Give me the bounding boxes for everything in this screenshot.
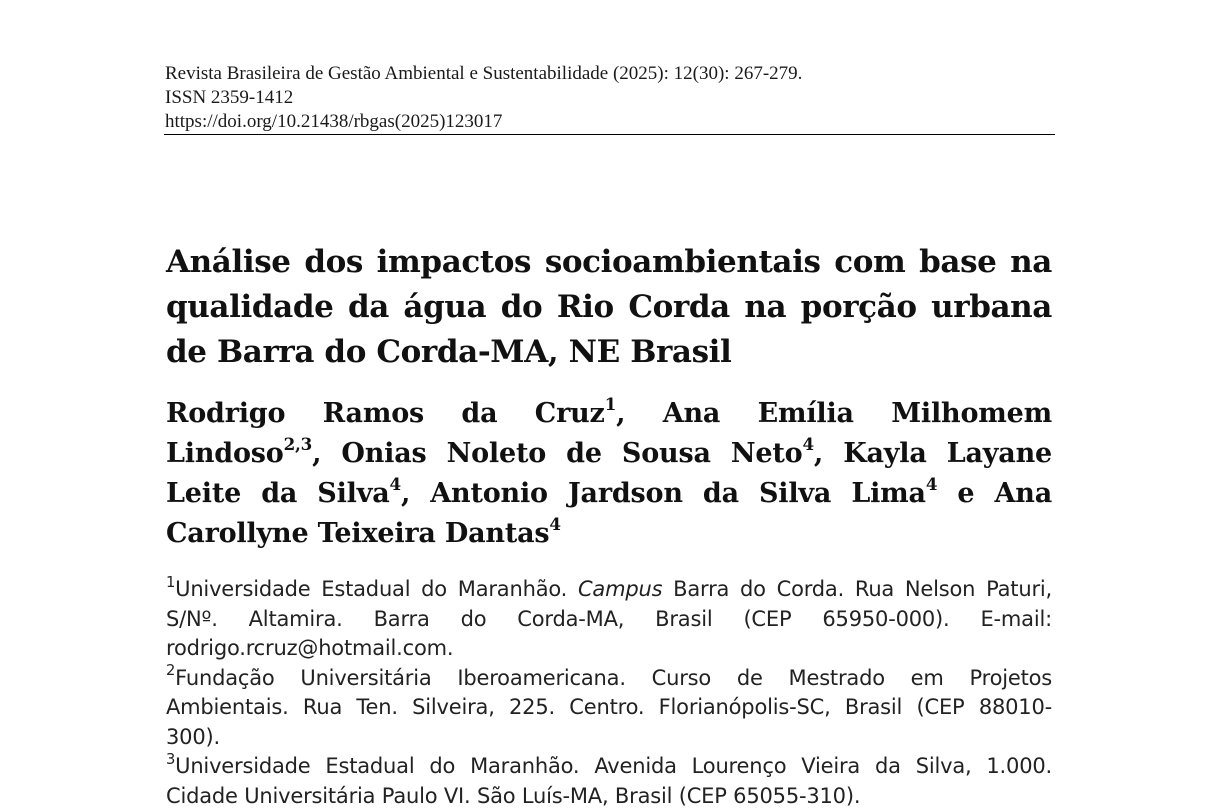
journal-citation: Revista Brasileira de Gestão Ambiental e Sustentabilidade (2025): 12(30): 267-279. [165,62,1055,86]
author-affiliation-mark: 4 [926,474,937,494]
affiliation-text: Fundação Universitária Iberoamericana. Curso de Mestrado em Projetos [175,666,1052,690]
affiliation-line: Cidade Universitária Paulo VI. São Luís-MA, Brasil (CEP 65055-310). [166,782,1052,811]
affiliation-line [166,752,1052,782]
header-divider [164,134,1055,135]
author-line [166,514,1052,554]
author-name: , Ana Emília Milhomem [616,398,1052,429]
author-affiliation-mark: 2,3 [284,434,313,454]
journal-issn: ISSN 2359-1412 [165,86,1055,110]
author-name: , Onias Noleto de Sousa Neto [312,438,802,469]
affiliation-text: Universidade Estadual do Maranhão. Avenida Lourenço Vieira da Silva, 1.000. [175,754,1052,778]
author-affiliation-mark: 4 [549,514,560,534]
affiliation-line [166,575,1052,605]
journal-header [165,62,1055,134]
affiliations [166,575,1052,811]
author-affiliation-mark: 4 [802,434,813,454]
author-line [166,394,1052,434]
affiliation-line: 300). [166,723,1052,753]
affiliation-mark: 3 [166,751,175,768]
affiliation-text-italic: Campus [578,577,662,601]
title-line: qualidade da água do Rio Corda na porção urbana [166,285,1052,330]
affiliation-line [166,664,1052,694]
affiliation-text: Barra do Corda. Rua Nelson Paturi, [662,577,1052,601]
affiliation-text: Universidade Estadual do Maranhão. [175,577,578,601]
affiliation-2 [166,664,1052,753]
author-affiliation-mark: 1 [605,394,616,414]
affiliation-1 [166,575,1052,664]
author-name: , Antonio Jardson da Silva Lima [401,478,926,509]
author-line [166,474,1052,514]
affiliation-line: S/Nº. Altamira. Barra do Corda-MA, Brasil (CEP 65950-000). E-mail: [166,605,1052,635]
author-name: Carollyne Teixeira Dantas [166,518,549,549]
affiliation-mark: 1 [166,574,175,591]
journal-doi-link[interactable]: https://doi.org/10.21438/rbgas(2025)123017 [165,110,1055,134]
title-line: de Barra do Corda-MA, NE Brasil [166,330,1052,375]
author-line [166,434,1052,474]
title-line: Análise dos impactos socioambientais com base na [166,240,1052,285]
author-list [166,394,1052,554]
affiliation-3 [166,752,1052,811]
author-affiliation-mark: 4 [390,474,401,494]
paper-title [166,240,1052,375]
affiliation-mark: 2 [166,662,175,679]
affiliation-line: Ambientais. Rua Ten. Silveira, 225. Centro. Florianópolis-SC, Brasil (CEP 88010- [166,693,1052,723]
author-name: , Kayla Layane [814,438,1052,469]
author-name: Rodrigo Ramos da Cruz [166,398,605,429]
author-name: Lindoso [166,438,284,469]
author-name: Leite da Silva [166,478,390,509]
affiliation-email-link[interactable]: rodrigo.rcruz@hotmail.com. [166,634,1052,664]
author-name: e Ana [937,478,1052,509]
